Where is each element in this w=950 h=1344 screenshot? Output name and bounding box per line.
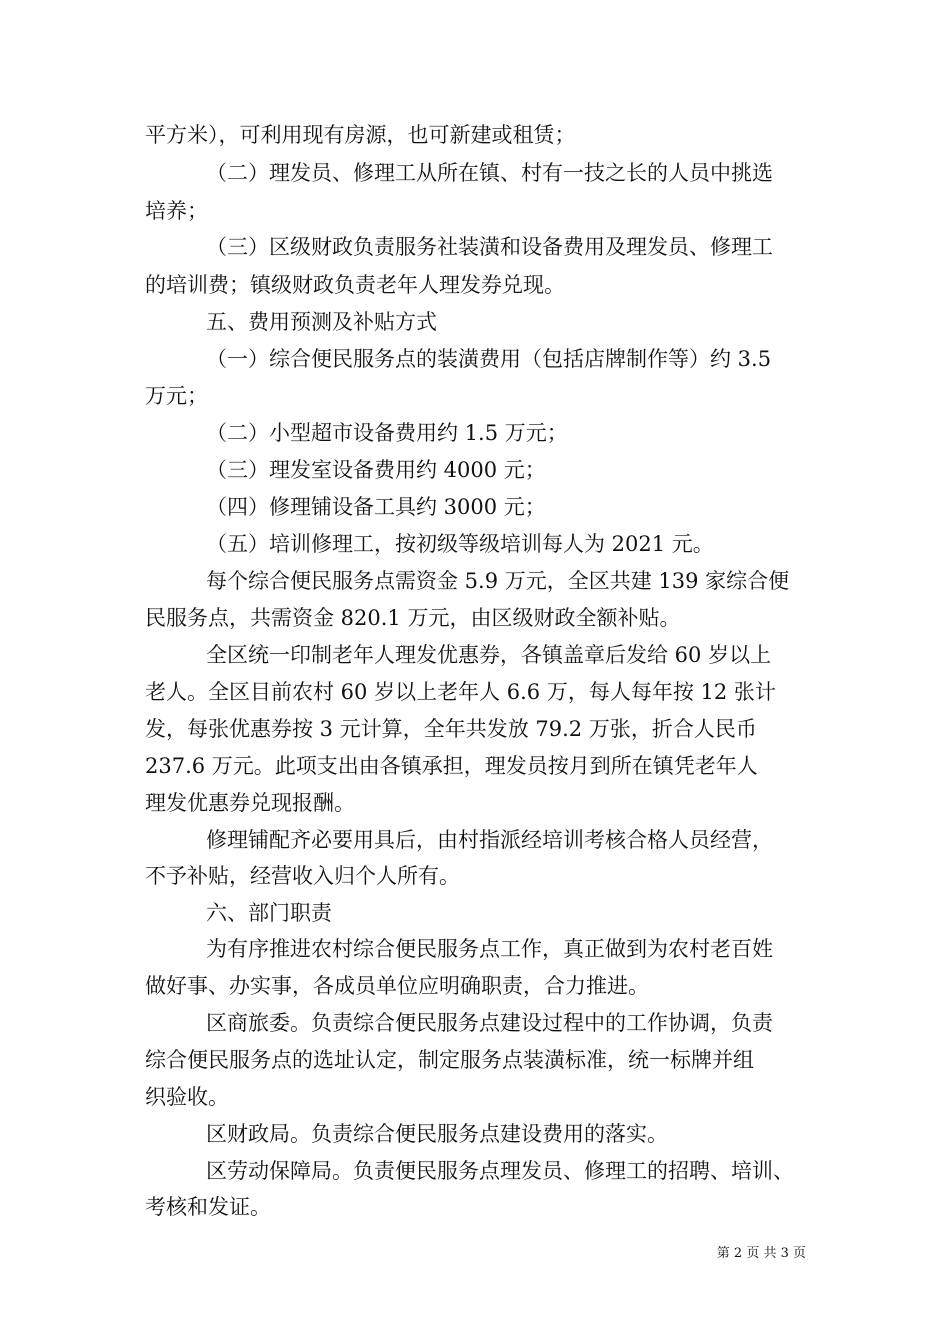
- paragraph-line: （五）培训修理工，按初级等级培训每人为 2021 元。: [206, 532, 714, 556]
- paragraph-line: 区财政局。负责综合便民服务点建设费用的落实。: [206, 1122, 668, 1146]
- paragraph-line: 织验收。: [145, 1085, 229, 1109]
- paragraph-line: （四）修理铺设备工具约 3000 元；: [206, 495, 546, 519]
- paragraph-line: 不予补贴，经营收入归个人所有。: [145, 864, 460, 888]
- section-heading: 六、部门职责: [206, 901, 332, 925]
- paragraph-line: 发，每张优惠券按 3 元计算，全年共发放 79.2 万张，折合人民币: [145, 717, 757, 741]
- paragraph-line: 综合便民服务点的选址认定，制定服务点装潢标准，统一标牌并组: [145, 1048, 754, 1072]
- paragraph-line: 区劳动保障局。负责便民服务点理发员、修理工的招聘、培训、: [206, 1159, 794, 1183]
- paragraph-line: 的培训费；镇级财政负责老年人理发券兑现。: [145, 273, 565, 297]
- paragraph-line: 为有序推进农村综合便民服务点工作，真正做到为农村老百姓: [206, 937, 773, 961]
- paragraph-line: （三）区级财政负责服务社装潢和设备费用及理发员、修理工: [206, 235, 773, 259]
- paragraph-line: 万元；: [145, 384, 208, 408]
- paragraph-line: （二）小型超市设备费用约 1.5 万元；: [206, 421, 568, 445]
- paragraph-line: 老人。全区目前农村 60 岁以上老年人 6.6 万，每人每年按 12 张计: [145, 680, 776, 704]
- paragraph-line: （三）理发室设备费用约 4000 元；: [206, 458, 546, 482]
- paragraph-line: 培养；: [145, 199, 208, 223]
- paragraph-line: （二）理发员、修理工从所在镇、村有一技之长的人员中挑选: [206, 161, 773, 185]
- paragraph-line: 做好事、办实事，各成员单位应明确职责，合力推进。: [145, 974, 649, 998]
- paragraph-line: 考核和发证。: [145, 1195, 271, 1219]
- paragraph-line: 修理铺配齐必要用具后，由村指派经培训考核合格人员经营，: [206, 828, 773, 852]
- paragraph-line: 民服务点，共需资金 820.1 万元，由区级财政全额补贴。: [145, 606, 681, 630]
- paragraph-line: 237.6 万元。此项支出由各镇承担，理发员按月到所在镇凭老年人: [145, 754, 758, 778]
- section-heading: 五、费用预测及补贴方式: [206, 310, 437, 334]
- paragraph-line: 区商旅委。负责综合便民服务点建设过程中的工作协调，负责: [206, 1011, 773, 1035]
- paragraph-line: 平方米），可利用现有房源，也可新建或租赁；: [145, 123, 576, 147]
- paragraph-line: 理发优惠券兑现报酬。: [145, 791, 355, 815]
- paragraph-line: （一）综合便民服务点的装潢费用（包括店牌制作等）约 3.5: [206, 347, 772, 371]
- paragraph-line: 全区统一印制老年人理发优惠券，各镇盖章后发给 60 岁以上: [206, 643, 772, 667]
- page-number-footer: 第 2 页 共 3 页: [716, 1246, 806, 1261]
- paragraph-line: 每个综合便民服务点需资金 5.9 万元，全区共建 139 家综合便: [206, 569, 790, 593]
